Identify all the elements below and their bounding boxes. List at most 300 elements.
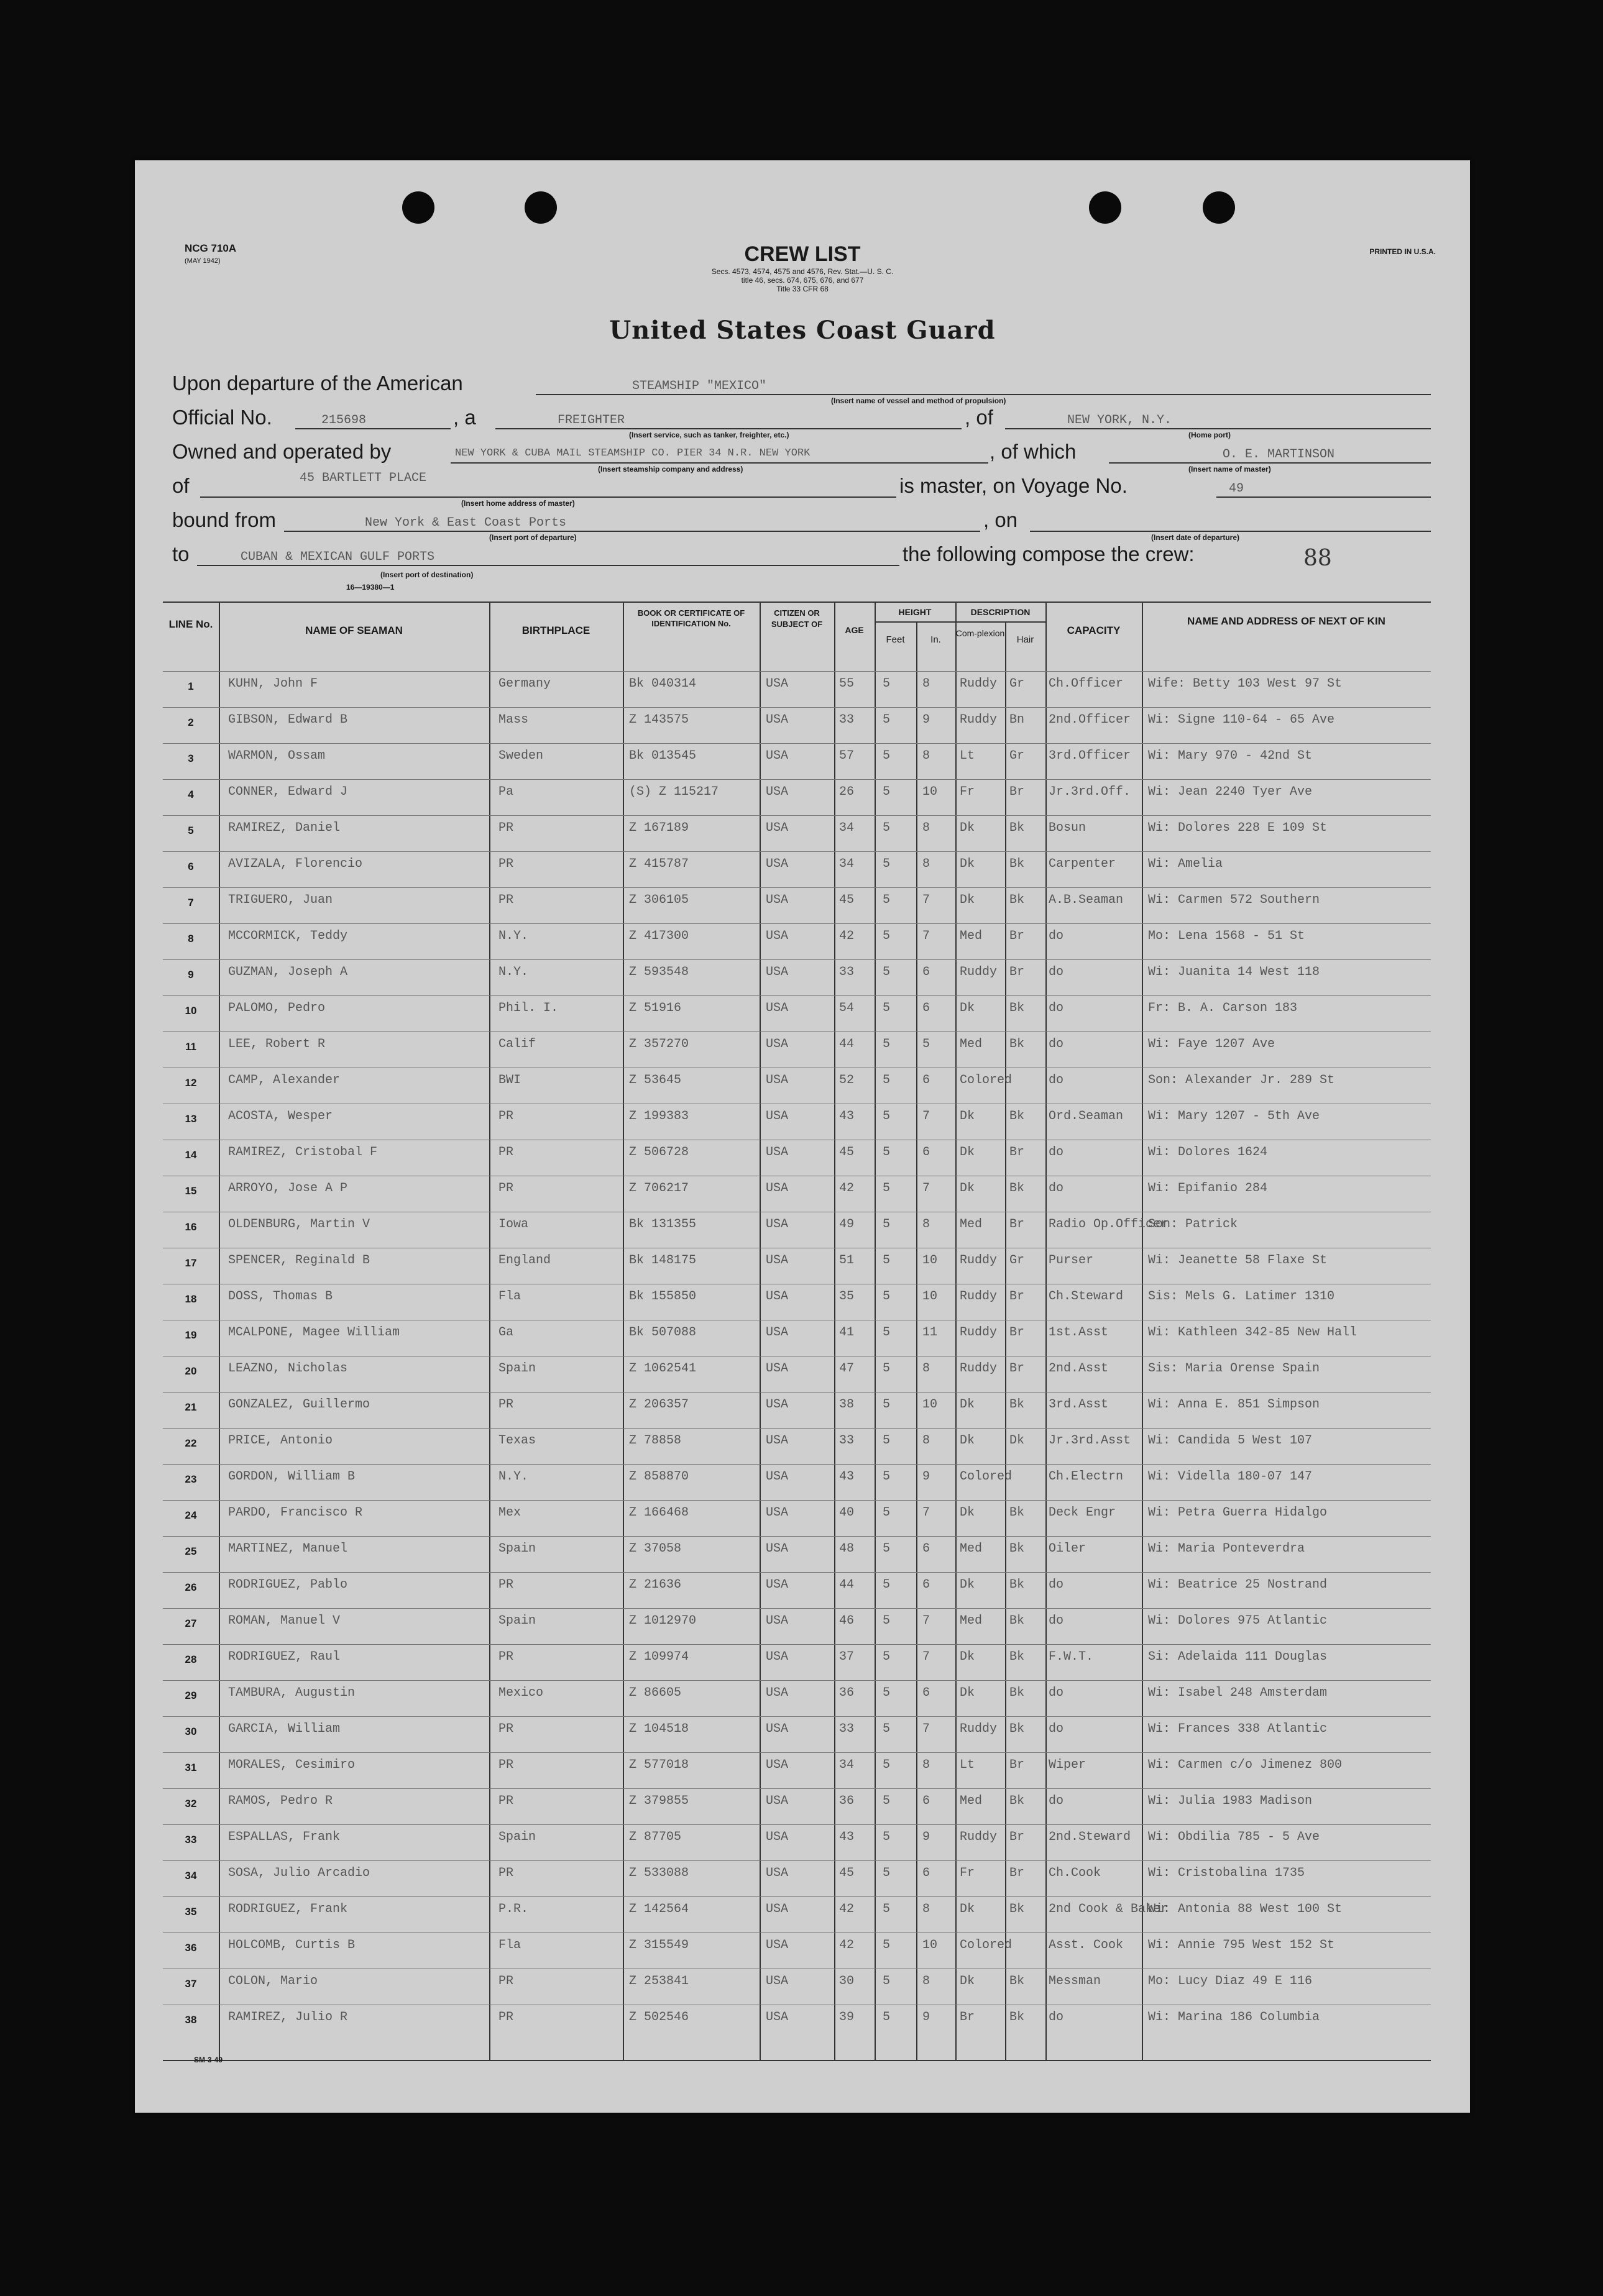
cell-name: AVIZALA, Florencio: [228, 857, 363, 871]
cell-age: 44: [839, 1037, 855, 1051]
cell-book: Z 858870: [629, 1470, 689, 1484]
line-number: 20: [185, 1365, 197, 1377]
cell-kin: Wi: Epifanio 284: [1148, 1181, 1268, 1196]
cell-book: Z 502546: [629, 2010, 689, 2024]
cell-age: 41: [839, 1325, 855, 1340]
cell-birthplace: PR: [498, 893, 514, 907]
cell-comp: Dk: [960, 1145, 975, 1159]
cell-citizen: USA: [766, 677, 789, 691]
cell-birthplace: PR: [498, 1866, 514, 1880]
cell-kin: Wi: Frances 338 Atlantic: [1148, 1722, 1328, 1736]
cell-comp: Fr: [960, 785, 975, 799]
table-row: [163, 1068, 1431, 1104]
header-citizen: CITIZEN OR SUBJECT OF: [771, 608, 823, 629]
cell-hair: Bk: [1009, 1794, 1025, 1808]
cell-hair: Bk: [1009, 2010, 1025, 2024]
cell-book: Bk 148175: [629, 1253, 697, 1268]
header-name: NAME OF SEAMAN: [305, 624, 403, 636]
hint-port-departure: (Insert port of departure): [489, 533, 577, 542]
cell-hair: Bk: [1009, 1109, 1025, 1123]
cell-ft: 5: [883, 1325, 891, 1340]
cell-book: Bk 155850: [629, 1289, 697, 1304]
cell-capacity: Jr.3rd.Asst: [1049, 1434, 1131, 1448]
cell-capacity: Ch.Cook: [1049, 1866, 1101, 1880]
cell-birthplace: Calif: [498, 1037, 536, 1051]
statute-line: Title 33 CFR 68: [776, 285, 829, 293]
cell-ft: 5: [883, 1650, 891, 1664]
cell-comp: Dk: [960, 1650, 975, 1664]
cell-citizen: USA: [766, 1434, 789, 1448]
line-number: 37: [185, 1978, 197, 1990]
cell-name: CONNER, Edward J: [228, 785, 348, 799]
cell-comp: Ruddy: [960, 713, 998, 727]
cell-hair: Br: [1009, 1145, 1025, 1159]
cell-age: 42: [839, 1181, 855, 1196]
line-number: 19: [185, 1329, 197, 1341]
cell-hair: Bk: [1009, 1037, 1025, 1051]
cell-comp: Dk: [960, 1109, 975, 1123]
cell-name: MCCORMICK, Teddy: [228, 929, 348, 943]
cell-in: 6: [922, 965, 930, 979]
cell-kin: Wi: Dolores 975 Atlantic: [1148, 1614, 1328, 1628]
print-code: 16—19380—1: [346, 583, 395, 592]
cell-in: 6: [922, 1686, 930, 1700]
hint-home-port: (Home port): [1188, 431, 1231, 439]
cell-in: 9: [922, 2010, 930, 2024]
cell-name: WARMON, Ossam: [228, 749, 326, 763]
cell-in: 8: [922, 1974, 930, 1988]
cell-birthplace: Ga: [498, 1325, 514, 1340]
punch-hole: [525, 191, 557, 224]
cell-name: RODRIGUEZ, Raul: [228, 1650, 341, 1664]
cell-name: HOLCOMB, Curtis B: [228, 1938, 356, 1952]
cell-birthplace: Sweden: [498, 749, 544, 763]
cell-citizen: USA: [766, 1902, 789, 1916]
cell-age: 54: [839, 1001, 855, 1015]
cell-kin: Wi: Juanita 14 West 118: [1148, 965, 1320, 979]
label-of-which: , of which: [990, 440, 1077, 463]
hint-home-address: (Insert home address of master): [461, 499, 575, 508]
cell-book: Z 577018: [629, 1758, 689, 1772]
cell-kin: Wi: Dolores 1624: [1148, 1145, 1268, 1159]
cell-hair: Br: [1009, 1866, 1025, 1880]
cell-comp: Ruddy: [960, 1253, 998, 1268]
cell-book: Z 104518: [629, 1722, 689, 1736]
cell-kin: Wi: Anna E. 851 Simpson: [1148, 1397, 1320, 1412]
cell-citizen: USA: [766, 749, 789, 763]
cell-citizen: USA: [766, 1181, 789, 1196]
cell-book: Z 417300: [629, 929, 689, 943]
official-no-value: 215698: [321, 413, 367, 428]
cell-ft: 5: [883, 1181, 891, 1196]
cell-in: 6: [922, 1866, 930, 1880]
cell-in: 6: [922, 1542, 930, 1556]
table-row: [163, 1716, 1431, 1752]
cell-ft: 5: [883, 1145, 891, 1159]
cell-kin: Wi: Isabel 248 Amsterdam: [1148, 1686, 1328, 1700]
cell-name: KUHN, John F: [228, 677, 318, 691]
cell-hair: Bk: [1009, 1181, 1025, 1196]
cell-comp: Br: [960, 2010, 975, 2024]
line-number: 15: [185, 1185, 197, 1197]
line-number: 4: [188, 789, 194, 800]
cell-age: 33: [839, 713, 855, 727]
line-number: 14: [185, 1149, 197, 1161]
cell-hair: Bk: [1009, 1578, 1025, 1592]
line-number: 16: [185, 1221, 197, 1233]
cell-capacity: 3rd.Officer: [1049, 749, 1131, 763]
cell-birthplace: PR: [498, 1650, 514, 1664]
cell-in: 9: [922, 713, 930, 727]
cell-hair: Bn: [1009, 713, 1025, 727]
cell-name: RODRIGUEZ, Pablo: [228, 1578, 348, 1592]
cell-birthplace: PR: [498, 857, 514, 871]
cell-comp: Ruddy: [960, 1289, 998, 1304]
destination-value: CUBAN & MEXICAN GULF PORTS: [241, 550, 435, 564]
company-value: NEW YORK & CUBA MAIL STEAMSHIP CO. PIER 34 N.R. NEW YORK: [455, 447, 811, 459]
label-bound-from: bound from: [172, 508, 276, 531]
cell-citizen: USA: [766, 1506, 789, 1520]
cell-ft: 5: [883, 965, 891, 979]
header-description: DESCRIPTION: [970, 607, 1031, 617]
cell-birthplace: PR: [498, 1758, 514, 1772]
cell-comp: Colored: [960, 1073, 1013, 1087]
cell-birthplace: PR: [498, 1181, 514, 1196]
cell-capacity: do: [1049, 1794, 1064, 1808]
table-row: [163, 2005, 1431, 2041]
cell-capacity: 2nd.Officer: [1049, 713, 1131, 727]
label-of2: of: [172, 474, 190, 497]
cell-capacity: Bosun: [1049, 821, 1086, 835]
cell-birthplace: PR: [498, 2010, 514, 2024]
cell-name: LEAZNO, Nicholas: [228, 1361, 348, 1376]
cell-age: 45: [839, 1145, 855, 1159]
cell-capacity: 2nd.Asst: [1049, 1361, 1109, 1376]
cell-comp: Med: [960, 1794, 983, 1808]
cell-in: 6: [922, 1145, 930, 1159]
cell-book: Z 21636: [629, 1578, 682, 1592]
cell-book: Bk 131355: [629, 1217, 697, 1232]
cell-comp: Colored: [960, 1470, 1013, 1484]
cell-hair: Bk: [1009, 1974, 1025, 1988]
line-number: 34: [185, 1870, 197, 1882]
header-inches: In.: [930, 634, 941, 645]
cell-citizen: USA: [766, 785, 789, 799]
label-departure: Upon departure of the American: [172, 372, 463, 395]
cell-capacity: do: [1049, 1614, 1064, 1628]
cell-ft: 5: [883, 1542, 891, 1556]
cell-name: GORDON, William B: [228, 1470, 356, 1484]
cell-age: 33: [839, 1722, 855, 1736]
line-number: 8: [188, 933, 194, 944]
table-row: [163, 743, 1431, 779]
cell-citizen: USA: [766, 1650, 789, 1664]
table-row: [163, 1104, 1431, 1140]
cell-book: Z 253841: [629, 1974, 689, 1988]
table-row: [163, 959, 1431, 995]
cell-name: GARCIA, William: [228, 1722, 341, 1736]
cell-capacity: do: [1049, 965, 1064, 979]
cell-capacity: Oiler: [1049, 1542, 1086, 1556]
cell-kin: Sis: Mels G. Latimer 1310: [1148, 1289, 1335, 1304]
table-row: [163, 1176, 1431, 1212]
cell-capacity: Ch.Steward: [1049, 1289, 1124, 1304]
cell-in: 9: [922, 1470, 930, 1484]
cell-book: Z 51916: [629, 1001, 682, 1015]
form-number-text: NCG 710A: [185, 242, 237, 254]
cell-in: 8: [922, 1434, 930, 1448]
cell-hair: Bk: [1009, 1001, 1025, 1015]
cell-hair: Gr: [1009, 1253, 1025, 1268]
cell-birthplace: Fla: [498, 1938, 521, 1952]
header-height: HEIGHT: [898, 607, 932, 617]
table-row: [163, 1536, 1431, 1572]
cell-age: 35: [839, 1289, 855, 1304]
cell-name: GUZMAN, Joseph A: [228, 965, 348, 979]
line-number: 33: [185, 1834, 197, 1845]
cell-name: SPENCER, Reginald B: [228, 1253, 370, 1268]
cell-book: Z 109974: [629, 1650, 689, 1664]
line-number: 22: [185, 1437, 197, 1449]
cell-kin: Wi: Petra Guerra Hidalgo: [1148, 1506, 1328, 1520]
form-date: (MAY 1942): [185, 257, 221, 265]
cell-ft: 5: [883, 1578, 891, 1592]
cell-kin: Wife: Betty 103 West 97 St: [1148, 677, 1343, 691]
hint-master: (Insert name of master): [1188, 465, 1271, 473]
cell-comp: Ruddy: [960, 677, 998, 691]
cell-hair: Bk: [1009, 857, 1025, 871]
cell-birthplace: PR: [498, 1722, 514, 1736]
cell-in: 7: [922, 929, 930, 943]
cell-kin: Wi: Annie 795 West 152 St: [1148, 1938, 1335, 1952]
cell-ft: 5: [883, 1361, 891, 1376]
table-row: [163, 1428, 1431, 1464]
cell-capacity: do: [1049, 1181, 1064, 1196]
cell-citizen: USA: [766, 929, 789, 943]
cell-hair: Br: [1009, 965, 1025, 979]
cell-hair: Bk: [1009, 1614, 1025, 1628]
cell-citizen: USA: [766, 1470, 789, 1484]
cell-book: Z 315549: [629, 1938, 689, 1952]
cell-name: ESPALLAS, Frank: [228, 1830, 341, 1844]
cell-capacity: Carpenter: [1049, 857, 1116, 871]
cell-hair: Br: [1009, 929, 1025, 943]
cell-in: 8: [922, 857, 930, 871]
line-number: 10: [185, 1005, 197, 1017]
header-age: AGE: [845, 625, 864, 635]
table-row: [163, 1212, 1431, 1248]
cell-age: 36: [839, 1686, 855, 1700]
table-row: [163, 1320, 1431, 1356]
cell-comp: Med: [960, 929, 983, 943]
cell-birthplace: Fla: [498, 1289, 521, 1304]
cell-book: Z 415787: [629, 857, 689, 871]
cell-capacity: 2nd.Steward: [1049, 1830, 1131, 1844]
cell-name: ARROYO, Jose A P: [228, 1181, 348, 1196]
cell-kin: Wi: Signe 110-64 - 65 Ave: [1148, 713, 1335, 727]
cell-hair: Bk: [1009, 1397, 1025, 1412]
crew-table: [163, 601, 1431, 2061]
table-row: [163, 1969, 1431, 2005]
cell-birthplace: PR: [498, 1794, 514, 1808]
cell-age: 30: [839, 1974, 855, 1988]
cell-in: 10: [922, 1289, 938, 1304]
cell-comp: Dk: [960, 821, 975, 835]
cell-capacity: A.B.Seaman: [1049, 893, 1124, 907]
cell-capacity: do: [1049, 2010, 1064, 2024]
cell-birthplace: BWI: [498, 1073, 521, 1087]
cell-name: LEE, Robert R: [228, 1037, 326, 1051]
cell-kin: Wi: Vidella 180-07 147: [1148, 1470, 1313, 1484]
cell-book: Z 86605: [629, 1686, 682, 1700]
line-number: 12: [185, 1077, 197, 1089]
cell-kin: Wi: Obdilia 785 - 5 Ave: [1148, 1830, 1320, 1844]
cell-kin: Mo: Lena 1568 - 51 St: [1148, 929, 1305, 943]
line-number: 28: [185, 1653, 197, 1665]
cell-in: 7: [922, 893, 930, 907]
cell-citizen: USA: [766, 1361, 789, 1376]
cell-birthplace: Mex: [498, 1506, 521, 1520]
cell-kin: Wi: Faye 1207 Ave: [1148, 1037, 1275, 1051]
cell-name: RAMIREZ, Cristobal F: [228, 1145, 378, 1159]
cell-hair: Bk: [1009, 1650, 1025, 1664]
hint-date-departure: (Insert date of departure): [1151, 533, 1240, 542]
cell-name: GIBSON, Edward B: [228, 713, 348, 727]
line-number: 31: [185, 1762, 197, 1773]
cell-name: RAMIREZ, Daniel: [228, 821, 341, 835]
cell-book: Z 357270: [629, 1037, 689, 1051]
line-number: 35: [185, 1906, 197, 1918]
line-number: 7: [188, 897, 194, 908]
cell-name: RAMOS, Pedro R: [228, 1794, 333, 1808]
cell-citizen: USA: [766, 1578, 789, 1592]
cell-age: 55: [839, 677, 855, 691]
cell-in: 7: [922, 1506, 930, 1520]
cell-capacity: do: [1049, 1037, 1064, 1051]
cell-capacity: Jr.3rd.Off.: [1049, 785, 1131, 799]
cell-ft: 5: [883, 1758, 891, 1772]
cell-citizen: USA: [766, 1938, 789, 1952]
cell-in: 6: [922, 1794, 930, 1808]
cell-hair: Br: [1009, 1289, 1025, 1304]
cell-name: DOSS, Thomas B: [228, 1289, 333, 1304]
cell-citizen: USA: [766, 1866, 789, 1880]
cell-birthplace: PR: [498, 1109, 514, 1123]
label-official-no: Official No.: [172, 406, 272, 429]
cell-name: MCALPONE, Magee William: [228, 1325, 400, 1340]
cell-comp: Dk: [960, 857, 975, 871]
cell-kin: Fr: B. A. Carson 183: [1148, 1001, 1298, 1015]
cell-hair: Bk: [1009, 1542, 1025, 1556]
cell-name: ACOSTA, Wesper: [228, 1109, 333, 1123]
table-row: [163, 815, 1431, 851]
table-row: [163, 707, 1431, 743]
statute-line: title 46, secs. 674, 675, 676, and 677: [741, 276, 864, 285]
cell-age: 45: [839, 893, 855, 907]
cell-kin: Wi: Antonia 88 West 100 St: [1148, 1902, 1343, 1916]
table-row: [163, 779, 1431, 815]
table-row: [163, 1680, 1431, 1716]
cell-kin: Wi: Carmen c/o Jimenez 800: [1148, 1758, 1343, 1772]
cell-birthplace: Mexico: [498, 1686, 544, 1700]
cell-ft: 5: [883, 1686, 891, 1700]
cell-kin: Si: Adelaida 111 Douglas: [1148, 1650, 1328, 1664]
cell-name: PARDO, Francisco R: [228, 1506, 363, 1520]
cell-capacity: Ch.Officer: [1049, 677, 1124, 691]
master-value: O. E. MARTINSON: [1223, 447, 1335, 462]
line-number: 30: [185, 1726, 197, 1737]
cell-age: 37: [839, 1650, 855, 1664]
cell-book: Bk 507088: [629, 1325, 697, 1340]
cell-citizen: USA: [766, 1253, 789, 1268]
line-number: 6: [188, 861, 194, 872]
line-number: 24: [185, 1509, 197, 1521]
cell-capacity: do: [1049, 1145, 1064, 1159]
printed-note: PRINTED IN U.S.A.: [1369, 247, 1436, 256]
cell-capacity: Deck Engr: [1049, 1506, 1116, 1520]
cell-comp: Colored: [960, 1938, 1013, 1952]
cell-birthplace: Spain: [498, 1361, 536, 1376]
cell-book: Z 1062541: [629, 1361, 697, 1376]
cell-kin: Wi: Kathleen 342-85 New Hall: [1148, 1325, 1357, 1340]
cell-name: SOSA, Julio Arcadio: [228, 1866, 370, 1880]
table-row: [163, 1896, 1431, 1932]
line-number: 5: [188, 825, 194, 836]
cell-ft: 5: [883, 1434, 891, 1448]
vessel-value: STEAMSHIP "MEXICO": [632, 379, 767, 393]
home-port-value: NEW YORK, N.Y.: [1067, 413, 1172, 428]
cell-age: 34: [839, 821, 855, 835]
table-row: [163, 1500, 1431, 1536]
cell-comp: Ruddy: [960, 1325, 998, 1340]
cell-in: 11: [922, 1325, 938, 1340]
cell-kin: Wi: Mary 970 - 42nd St: [1148, 749, 1313, 763]
label-is-master: is master, on Voyage No.: [899, 474, 1128, 497]
form-title: CREW LIST: [744, 242, 861, 266]
cell-ft: 5: [883, 749, 891, 763]
punch-hole: [402, 191, 434, 224]
cell-in: 8: [922, 1217, 930, 1232]
cell-birthplace: Phil. I.: [498, 1001, 559, 1015]
cell-kin: Wi: Mary 1207 - 5th Ave: [1148, 1109, 1320, 1123]
cell-comp: Dk: [960, 1506, 975, 1520]
cell-in: 8: [922, 1361, 930, 1376]
cell-ft: 5: [883, 1722, 891, 1736]
cell-ft: 5: [883, 2010, 891, 2024]
cell-hair: Bk: [1009, 893, 1025, 907]
cell-capacity: 2nd Cook & Baker: [1049, 1902, 1169, 1916]
cell-hair: Dk: [1009, 1434, 1025, 1448]
cell-kin: Wi: Amelia: [1148, 857, 1223, 871]
hint-company: (Insert steamship company and address): [598, 465, 743, 473]
cell-ft: 5: [883, 1217, 891, 1232]
cell-in: 8: [922, 1902, 930, 1916]
line-number: 25: [185, 1545, 197, 1557]
cell-capacity: do: [1049, 929, 1064, 943]
cell-in: 7: [922, 1650, 930, 1664]
cell-comp: Ruddy: [960, 1722, 998, 1736]
cell-name: TAMBURA, Augustin: [228, 1686, 356, 1700]
voyage-value: 49: [1229, 482, 1244, 496]
cell-age: 51: [839, 1253, 855, 1268]
cell-kin: Son: Patrick: [1148, 1217, 1238, 1232]
cell-in: 10: [922, 1397, 938, 1412]
cell-citizen: USA: [766, 1830, 789, 1844]
cell-comp: Lt: [960, 1758, 975, 1772]
table-row: [163, 671, 1431, 707]
cell-citizen: USA: [766, 1722, 789, 1736]
cell-book: Z 37058: [629, 1542, 682, 1556]
